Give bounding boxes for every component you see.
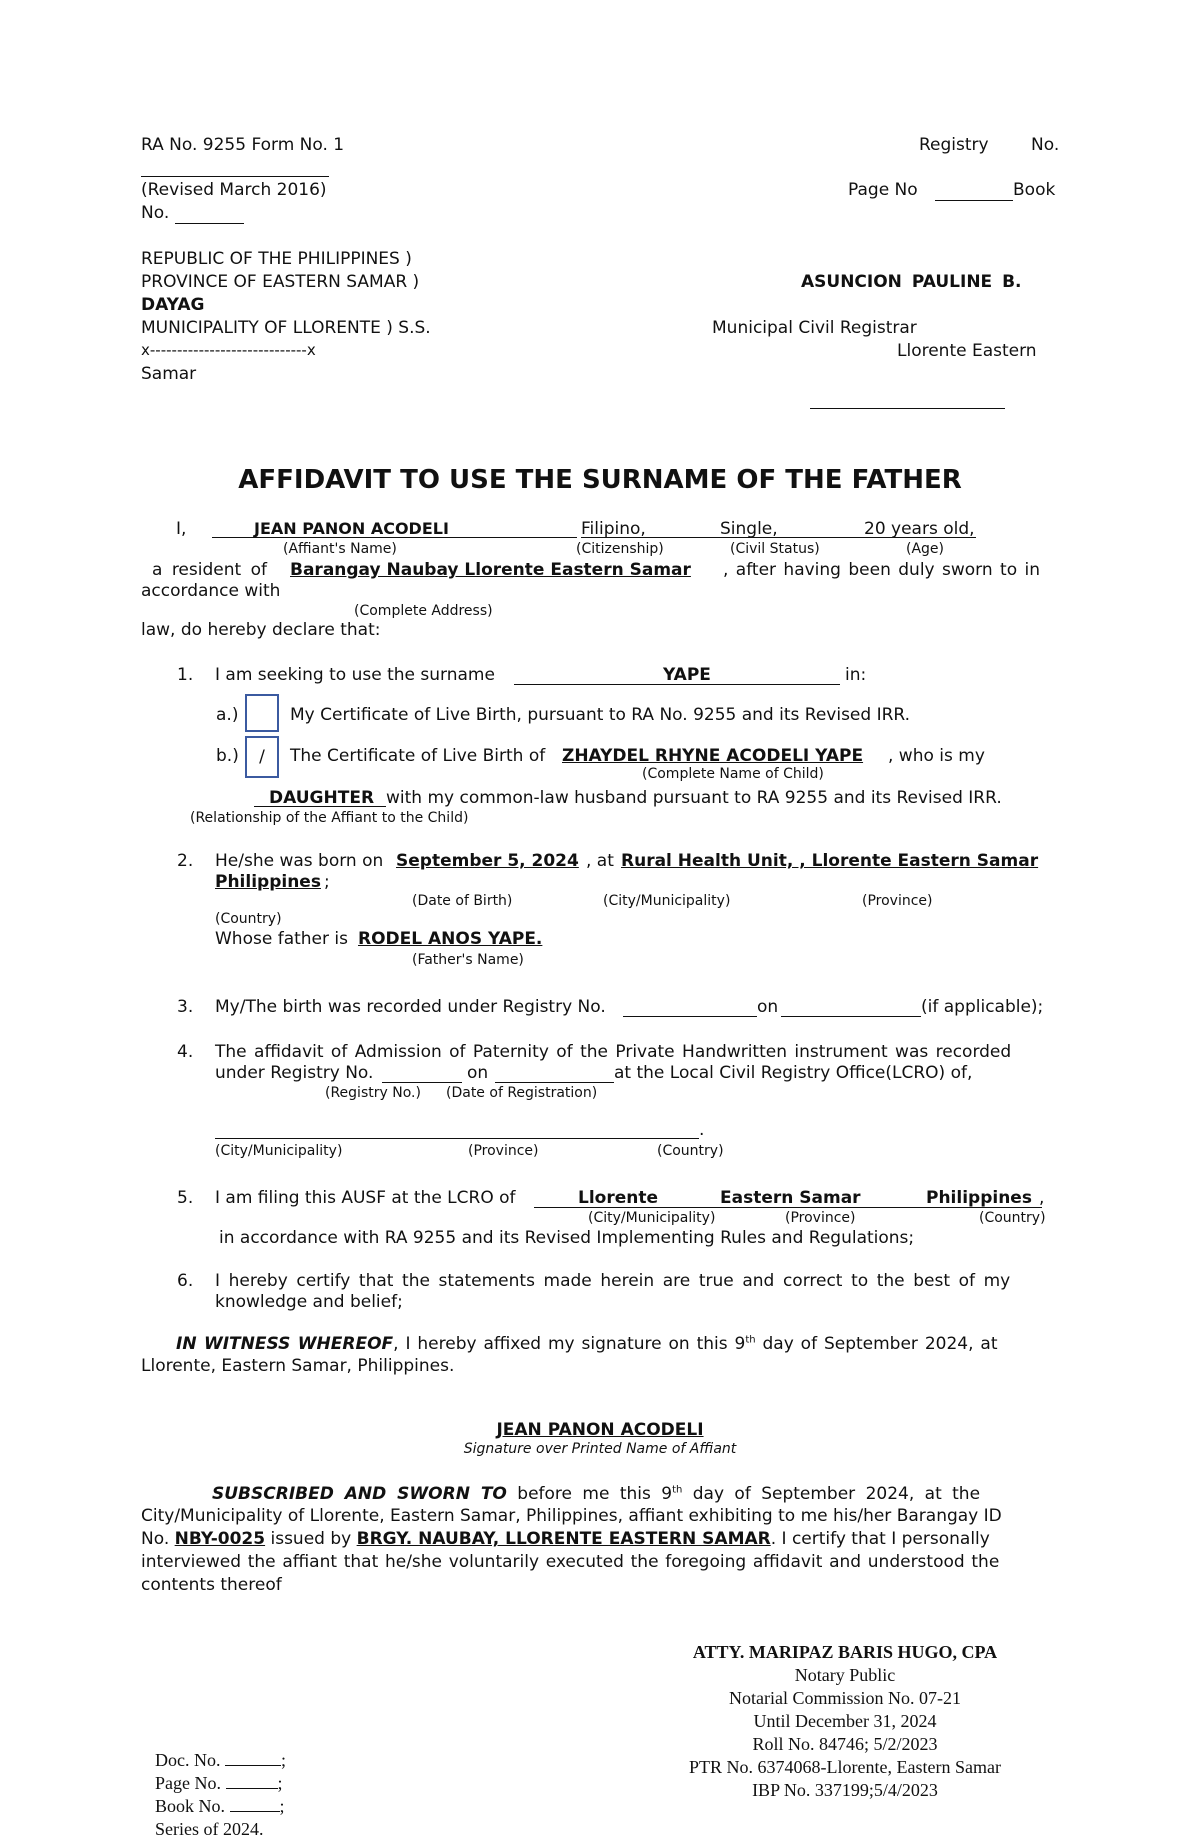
label-item5-country: (Country) <box>979 1210 1046 1226</box>
doc-no-blank <box>225 1765 281 1766</box>
subscribed-line3 <box>141 1529 990 1549</box>
option-a-text: My Certificate of Live Birth, pursuant to RA No. 9255 and its Revised IRR. <box>290 705 911 725</box>
book-no-row <box>155 1795 286 1818</box>
issued-by: issued by <box>270 1529 352 1549</box>
notary-ibp: IBP No. 337199;5/4/2023 <box>752 1780 938 1800</box>
doc-no-row <box>155 1749 286 1772</box>
label-registry-no: (Registry No.) <box>325 1085 421 1101</box>
label-age: (Age) <box>906 541 945 557</box>
witness-lead: IN WITNESS WHEREOF <box>176 1334 394 1354</box>
revised-date: (Revised March 2016) <box>141 180 327 200</box>
witness-line2: Llorente, Eastern Samar, Philippines. <box>141 1356 455 1376</box>
item4-text: The affidavit of Admission of Paternity of the Private Handwritten instrument was recorded <box>215 1042 1012 1062</box>
affiant-i: I, <box>176 519 187 539</box>
page-no-doc-label: Page No. <box>155 1773 221 1793</box>
subscribed-line5: contents thereof <box>141 1575 282 1595</box>
docinfo-block <box>155 1749 286 1841</box>
doc-no-semi: ; <box>281 1750 287 1770</box>
item2-text: He/she was born on <box>215 851 384 871</box>
label-relationship: (Relationship of the Affiant to the Child) <box>190 810 469 826</box>
item1-number: 1. <box>177 665 194 685</box>
label-item4-country: (Country) <box>657 1143 724 1159</box>
item3-number: 3. <box>177 997 194 1017</box>
item4-place-line <box>215 1138 699 1139</box>
affiant-citizenship: Filipino, <box>581 519 646 539</box>
item2-at: , at <box>586 851 614 871</box>
child-name: ZHAYDEL RHYNE ACODELI YAPE <box>562 746 864 766</box>
doc-no-label: Doc. No. <box>155 1750 221 1770</box>
item5-text: I am filing this AUSF at the LCRO of <box>215 1188 516 1208</box>
item3-on: on <box>757 997 779 1017</box>
lcro-comma: , <box>1039 1188 1045 1208</box>
witness-text-b: day of September 2024, at <box>755 1334 998 1354</box>
father-text: Whose father is <box>215 929 348 949</box>
date-of-birth: September 5, 2024 <box>396 851 579 871</box>
item1-text: I am seeking to use the surname <box>215 665 495 685</box>
item3-text: My/The birth was recorded under Registry No. <box>215 997 606 1017</box>
label-citizenship: (Citizenship) <box>576 541 664 557</box>
item4-reg-line <box>382 1082 462 1083</box>
item4-on: on <box>467 1063 489 1083</box>
birth-country-semicolon: ; <box>324 872 330 892</box>
label-item5-province: (Province) <box>785 1210 856 1226</box>
registrar-name-cont: DAYAG <box>141 295 205 315</box>
witness-clause <box>176 1334 997 1354</box>
resident-of: a resident of <box>152 560 267 580</box>
surname-value: YAPE <box>663 665 711 685</box>
page-no-label: Page No <box>848 180 918 200</box>
label-country: (Country) <box>215 911 282 927</box>
lcro-province: Eastern Samar <box>720 1188 861 1208</box>
declare-text: law, do hereby declare that: <box>141 620 381 640</box>
registry-no-label: No. <box>1031 135 1060 155</box>
label-city: (City/Municipality) <box>603 893 731 909</box>
accordance-text: accordance with <box>141 581 281 601</box>
notary-title: Notary Public <box>794 1665 896 1685</box>
no-label: No. <box>141 203 170 223</box>
option-b-label: b.) <box>216 746 239 766</box>
item4-text-b: under Registry No. <box>215 1063 374 1083</box>
option-b-checkbox[interactable]: / <box>245 736 279 778</box>
label-father: (Father's Name) <box>412 952 524 968</box>
subscribed-line2: City/Municipality of Llorente, Eastern Samar, Philippines, affiant exhibiting to me his/her Barangay ID <box>141 1506 1002 1526</box>
relationship-text: with my common-law husband pursuant to RA 9255 and its Revised IRR. <box>386 788 1002 808</box>
book-label: Book <box>1013 180 1056 200</box>
birth-place: Rural Health Unit, , Llorente Eastern Samar <box>621 851 1039 871</box>
series: Series of 2024. <box>155 1819 264 1839</box>
item4-text-c: at the Local Civil Registry Office(LCRO) of, <box>614 1063 973 1083</box>
barangay-id: NBY-0025 <box>174 1529 266 1549</box>
id-issuer: BRGY. NAUBAY, LLORENTE EASTERN SAMAR <box>356 1529 771 1549</box>
item2-number: 2. <box>177 851 194 871</box>
book-no-semi: ; <box>279 1796 285 1816</box>
witness-sup: th <box>745 1334 756 1346</box>
label-dob: (Date of Birth) <box>412 893 513 909</box>
item1-in: in: <box>845 665 867 685</box>
option-b-text-end: , who is my <box>888 746 985 766</box>
father-name: RODEL ANOS YAPE. <box>358 929 543 949</box>
item3-applicable: (if applicable); <box>921 997 1044 1017</box>
registrar-name: ASUNCION PAULINE B. <box>801 272 1022 292</box>
notary-name: ATTY. MARIPAZ BARIS HUGO, CPA <box>692 1642 998 1662</box>
option-a-label: a.) <box>216 705 239 725</box>
page-title: AFFIDAVIT TO USE THE SURNAME OF THE FATHER <box>238 465 962 495</box>
signature-caption: Signature over Printed Name of Affiant <box>463 1441 737 1457</box>
id-no-label: No. <box>141 1529 170 1549</box>
label-address: (Complete Address) <box>354 603 493 619</box>
municipality-line: MUNICIPALITY OF LLORENTE ) S.S. <box>141 318 431 338</box>
notary-until: Until December 31, 2024 <box>753 1711 937 1731</box>
lcro-city: Llorente <box>578 1188 659 1208</box>
form-number-line <box>141 176 329 177</box>
registrar-place: Llorente Eastern <box>897 341 1037 361</box>
label-item4-city: (City/Municipality) <box>215 1143 343 1159</box>
item4-number: 4. <box>177 1042 194 1062</box>
notary-ptr: PTR No. 6374068-Llorente, Eastern Samar <box>689 1757 1001 1777</box>
label-item4-province: (Province) <box>468 1143 539 1159</box>
option-b-text: The Certificate of Live Birth of <box>290 746 546 766</box>
subscribed-clause <box>212 1484 980 1504</box>
item6-text: I hereby certify that the statements made herein are true and correct to the best of my <box>215 1271 1011 1291</box>
label-province: (Province) <box>862 893 933 909</box>
witness-text-a: , I hereby affixed my signature on this 9 <box>393 1334 746 1354</box>
no-line <box>175 223 244 224</box>
registry-date-line <box>781 1016 921 1017</box>
label-item5-city: (City/Municipality) <box>588 1210 716 1226</box>
after-sworn-text: , after having been duly sworn to in <box>723 560 1041 580</box>
notary-roll: Roll No. 84746; 5/2/2023 <box>752 1734 938 1754</box>
registry-label: Registry <box>919 135 989 155</box>
subscribed-line3-end: . I certify that I personally <box>770 1529 990 1549</box>
item4-date-line <box>495 1082 614 1083</box>
subscribed-lead: SUBSCRIBED AND SWORN TO <box>212 1484 507 1504</box>
item6-text-b: knowledge and belief; <box>215 1292 403 1312</box>
subscribed-line4: interviewed the affiant that he/she voluntarily executed the foregoing affidavit and understood the <box>141 1552 1000 1572</box>
birth-country: Philippines <box>215 872 321 892</box>
affiant-signature-name: JEAN PANON ACODELI <box>496 1420 704 1440</box>
page-no-row <box>155 1772 286 1795</box>
affiant-address: Barangay Naubay Llorente Eastern Samar <box>290 560 691 580</box>
notary-commission: Notarial Commission No. 07-21 <box>729 1688 961 1708</box>
page-no-line <box>935 200 1013 201</box>
item5-text-b: in accordance with RA 9255 and its Revised Implementing Rules and Regulations; <box>219 1228 915 1248</box>
x-divider: x-----------------------------x <box>141 341 316 359</box>
item4-period: . <box>699 1120 705 1140</box>
relationship-value: DAUGHTER <box>269 788 375 808</box>
book-no-label: Book No. <box>155 1796 226 1816</box>
item5-number: 5. <box>177 1188 194 1208</box>
province-line: PROVINCE OF EASTERN SAMAR ) <box>141 272 420 292</box>
affiant-civil-status: Single, <box>720 519 778 539</box>
label-affiant-name: (Affiant's Name) <box>283 541 397 557</box>
book-no-blank <box>230 1811 280 1812</box>
affiant-name: JEAN PANON ACODELI <box>254 519 449 538</box>
registrar-place-cont: Samar <box>141 364 197 384</box>
subscribed-text-b: day of September 2024, at the <box>682 1484 981 1504</box>
affiant-age: 20 years old, <box>864 519 975 539</box>
registry-no-line <box>623 1016 757 1017</box>
form-number: RA No. 9255 Form No. 1 <box>141 135 345 155</box>
page-no-semi: ; <box>277 1773 283 1793</box>
subscribed-text-a: before me this 9 <box>506 1484 673 1504</box>
label-child-name: (Complete Name of Child) <box>642 766 824 782</box>
subscribed-sup: th <box>672 1484 683 1496</box>
item6-number: 6. <box>177 1271 194 1291</box>
republic-line: REPUBLIC OF THE PHILIPPINES ) <box>141 249 412 269</box>
label-civil-status: (Civil Status) <box>730 541 820 557</box>
notary-block <box>620 1641 1070 1802</box>
label-registration-date: (Date of Registration) <box>446 1085 598 1101</box>
lcro-country: Philippines <box>926 1188 1032 1208</box>
page-no-blank <box>226 1788 278 1789</box>
option-a-checkbox[interactable] <box>245 694 279 732</box>
registrar-title: Municipal Civil Registrar <box>712 318 917 338</box>
registrar-signature-line <box>810 408 1005 409</box>
